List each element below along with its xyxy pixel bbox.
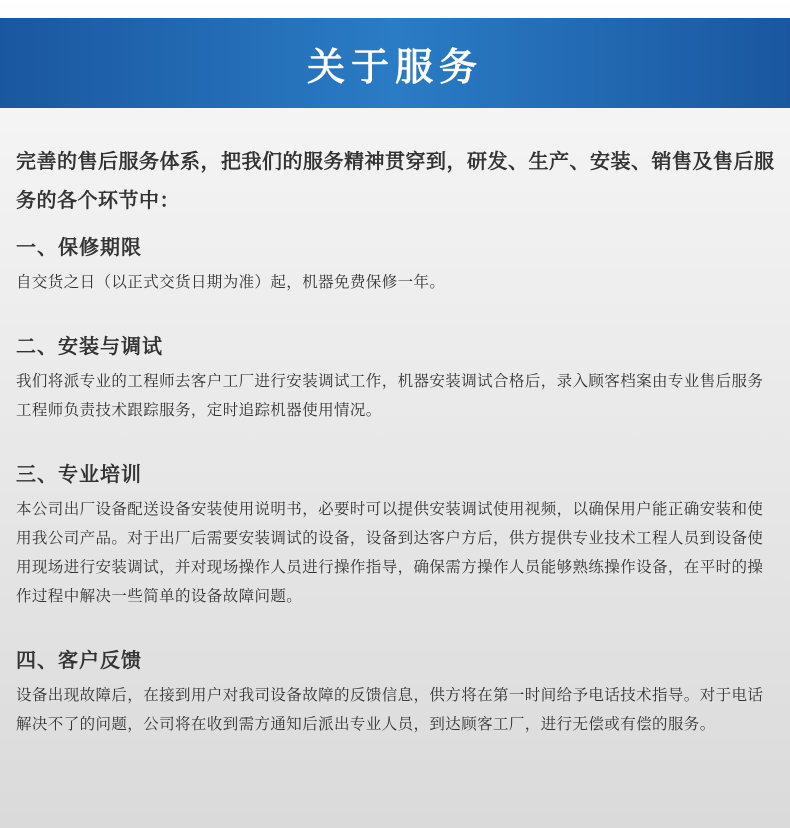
section-heading: 四、客户反馈 [16, 648, 142, 672]
header-banner [0, 18, 790, 108]
section-body: 设备出现故障后，在接到用户对我司设备故障的反馈信息，供方将在第一时间给予电话技术指导。对于电话解决不了的问题，公司将在收到需方通知后派出专业人员，到达顾客工厂，进行无偿或有偿的服务。 [16, 686, 764, 733]
section-body: 我们将派专业的工程师去客户工厂进行安装调试工作，机器安装调试合格后，录入顾客档案由专业售后服务工程师负责技术跟踪服务，定时追踪机器使用情况。 [16, 372, 764, 419]
intro-paragraph: 完善的售后服务体系，把我们的服务精神贯穿到，研发、生产、安装、销售及售后服务的各个环节中： [16, 149, 775, 212]
section-body: 自交货之日（以正式交货日期为准）起，机器免费保修一年。 [16, 273, 446, 291]
section-heading: 三、专业培训 [16, 462, 142, 486]
section-heading: 二、安装与调试 [16, 334, 163, 358]
section-feedback [16, 645, 776, 739]
section-training [16, 459, 776, 611]
page-title: 关于服务 [306, 44, 483, 89]
section-body: 本公司出厂设备配送设备安装使用说明书，必要时可以提供安装调试使用视频，以确保用户能正确安装和使用我公司产品。对于出厂后需要安装调试的设备，设备到达客户方后，供方提供专业技术工程人员到设备使用现场进行安装调试，并对现场操作人员进行操作指导，确保需方操作人员能够熟练操作设备，在平时的操作过程中解决一些简单的设备故障问题。 [16, 500, 764, 605]
section-heading: 一、保修期限 [16, 235, 142, 259]
section-warranty [16, 232, 776, 297]
main-content [16, 142, 776, 739]
section-installation [16, 331, 776, 425]
